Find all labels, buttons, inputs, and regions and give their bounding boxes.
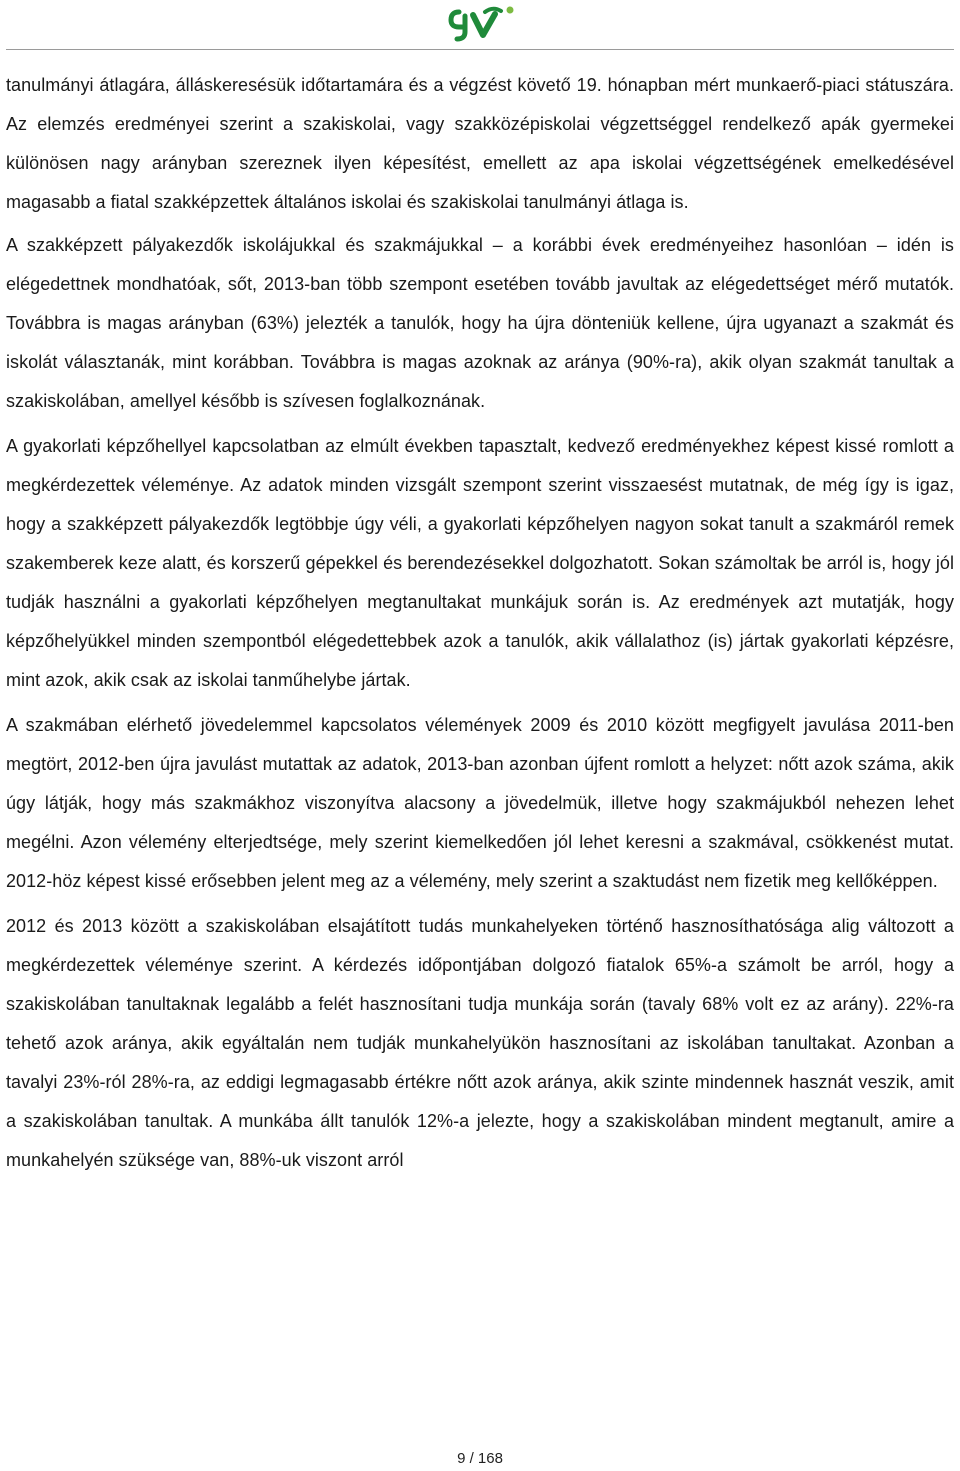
header-divider bbox=[6, 49, 954, 50]
paragraph-5: 2012 és 2013 között a szakiskolában elsajátított tudás munkahelyeken történő hasznosíthatósága alig változott a megkérdezettek véleménye szerint. A kérdezés időpontjában dolgozó fiatalok 65%-a számolt be arról, hogy a szakiskolában tanultaknak legalább a felét hasznosítani tudja munkája során (tavaly 68% volt ez az arány). 22%-ra tehető azok aránya, akik egyáltalán nem tudják munkahelyükön hasznosítani az iskolában tanultakat. Azonban a tavalyi 23%-ról 28%-ra, az eddigi legmagasabb értékre nőtt azok aránya, akik szinte mindennek hasznát veszik, amit a szakiskolában tanultak. A munkába állt tanulók 12%-a jelezte, hogy a szakiskolában mindent megtanult, amire a munkahelyén szüksége van, 88%-uk viszont arról bbox=[6, 916, 954, 1170]
page-header bbox=[0, 0, 960, 50]
page-number: 9 / 168 bbox=[457, 1450, 503, 1467]
paragraph-2: A szakképzett pályakezdők iskolájukkal és szakmájukkal – a korábbi évek eredményeihez hasonlóan – idén is elégedettnek mondhatóak, sőt, 2013-ban több szempont esetében tovább javultak az elégedettséget mérő mutatók. Továbbra is magas arányban (63%) jelezték a tanulók, hogy ha újra dönteniük kellene, újra ugyanazt a szakmát és iskolát választanák, mint korábban. Továbbra is magas azoknak az aránya (90%-ra), akik olyan szakmát tanultak a szakiskolában, amellyel később is szívesen foglalkoznának. bbox=[6, 235, 954, 411]
document-body bbox=[6, 66, 954, 1186]
paragraph-1: tanulmányi átlagára, álláskeresésük időtartamára és a végzést követő 19. hónapban mért munkaerő-piaci státuszára. Az elemzés eredményei szerint a szakiskolai, vagy szakközépiskolai végzettséggel rendelkező apák gyermekei különösen nagy arányban szereznek ilyen képesítést, emellett az apa iskolai végzettségének emelkedésével magasabb a fiatal szakképzettek általános iskolai és szakiskolai tanulmányi átlaga is. bbox=[6, 75, 954, 212]
paragraph-4: A szakmában elérhető jövedelemmel kapcsolatos vélemények 2009 és 2010 között megfigyelt javulása 2011-ben megtört, 2012-ben újra javulást mutattak az adatok, 2013-ban azonban újfent romlott a helyzet: nőtt azok száma, akik úgy látják, hogy más szakmákhoz viszonyítva alacsony a jövedelmük, illetve hogy szakmájukból nehezen lehet megélni. Azon vélemény elterjedtsége, mely szerint kiemelkedően jól lehet keresni a szakmával, csökkenést mutat. 2012-höz képest kissé erősebben jelent meg az a vélemény, mely szerint a szaktudást nem fizetik meg kellőképpen. bbox=[6, 715, 954, 891]
paragraph-3: A gyakorlati képzőhellyel kapcsolatban az elmúlt években tapasztalt, kedvező eredményekhez képest kissé romlott a megkérdezettek véleménye. Az adatok minden vizsgált szempont szerint visszaesést mutatnak, de még így is igaz, hogy a szakképzett pályakezdők legtöbbje úgy véli, a gyakorlati képzőhelyen nagyon sokat tanult a szakmáról remek szakemberek keze alatt, és korszerű gépekkel és berendezésekkel dolgozhatott. Sokan számoltak be arról is, hogy jól tudják használni a gyakorlati képzőhelyen megtanultakat munkájuk során is. Az eredmények azt mutatják, hogy képzőhelyükkel minden szempontból elégedettebbek azok a tanulók, akik vállalathoz (is) jártak gyakorlati képzésre, mint azok, akik csak az iskolai tanműhelybe jártak. bbox=[6, 436, 954, 690]
gv-logo-icon bbox=[445, 2, 519, 42]
